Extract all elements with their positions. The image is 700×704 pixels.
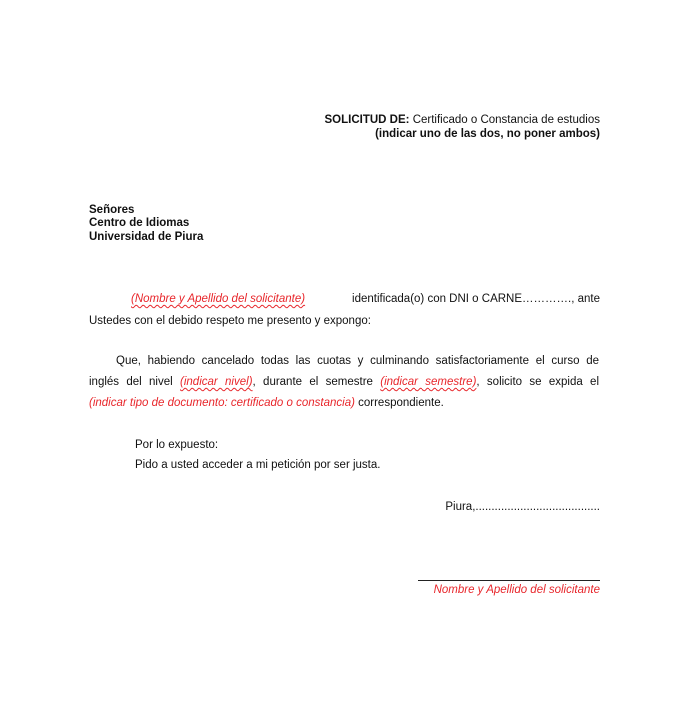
body-line-2-a: inglés del nivel bbox=[89, 376, 173, 388]
request-note: (indicar uno de las dos, no poner ambos) bbox=[375, 128, 600, 140]
signature-line bbox=[418, 580, 600, 581]
body-line-2 bbox=[89, 376, 599, 388]
request-label: SOLICITUD DE: bbox=[324, 114, 410, 126]
request-value: Certificado o Constancia de estudios bbox=[409, 114, 600, 126]
intro-text-2: Ustedes con el debido respeto me presento y expongo: bbox=[89, 315, 371, 327]
applicant-placeholder-text: (Nombre y Apellido del solicitante) bbox=[131, 293, 306, 305]
body-line-2-b: , durante el semestre bbox=[252, 376, 373, 388]
recipient-line-2: Centro de Idiomas bbox=[89, 217, 190, 229]
doc-type-placeholder: (indicar tipo de documento: certificado o constancia) bbox=[89, 397, 355, 409]
intro-text-1: identificada(o) con DNI o CARNE…………., ante bbox=[352, 293, 600, 305]
recipient-line-1: Señores bbox=[89, 204, 135, 216]
level-placeholder: (indicar nivel) bbox=[180, 376, 253, 388]
closing-line-1: Por lo expuesto: bbox=[135, 439, 219, 451]
applicant-placeholder bbox=[131, 293, 305, 305]
place-date: Piura,....................................... bbox=[445, 501, 600, 513]
signature-caption: Nombre y Apellido del solicitante bbox=[433, 584, 600, 596]
semester-placeholder: (indicar semestre) bbox=[380, 376, 477, 388]
closing-line-2: Pido a usted acceder a mi petición por ser justa. bbox=[135, 459, 381, 471]
recipient-line-3: Universidad de Piura bbox=[89, 231, 204, 243]
request-line bbox=[325, 114, 600, 126]
body-line-3-b: correspondiente. bbox=[354, 397, 444, 409]
body-line-2-c: , solicito se expida el bbox=[476, 376, 600, 388]
body-line-1: Que, habiendo cancelado todas las cuotas y culminando satisfactoriamente el curso de bbox=[116, 355, 599, 367]
body-line-3 bbox=[89, 397, 444, 409]
